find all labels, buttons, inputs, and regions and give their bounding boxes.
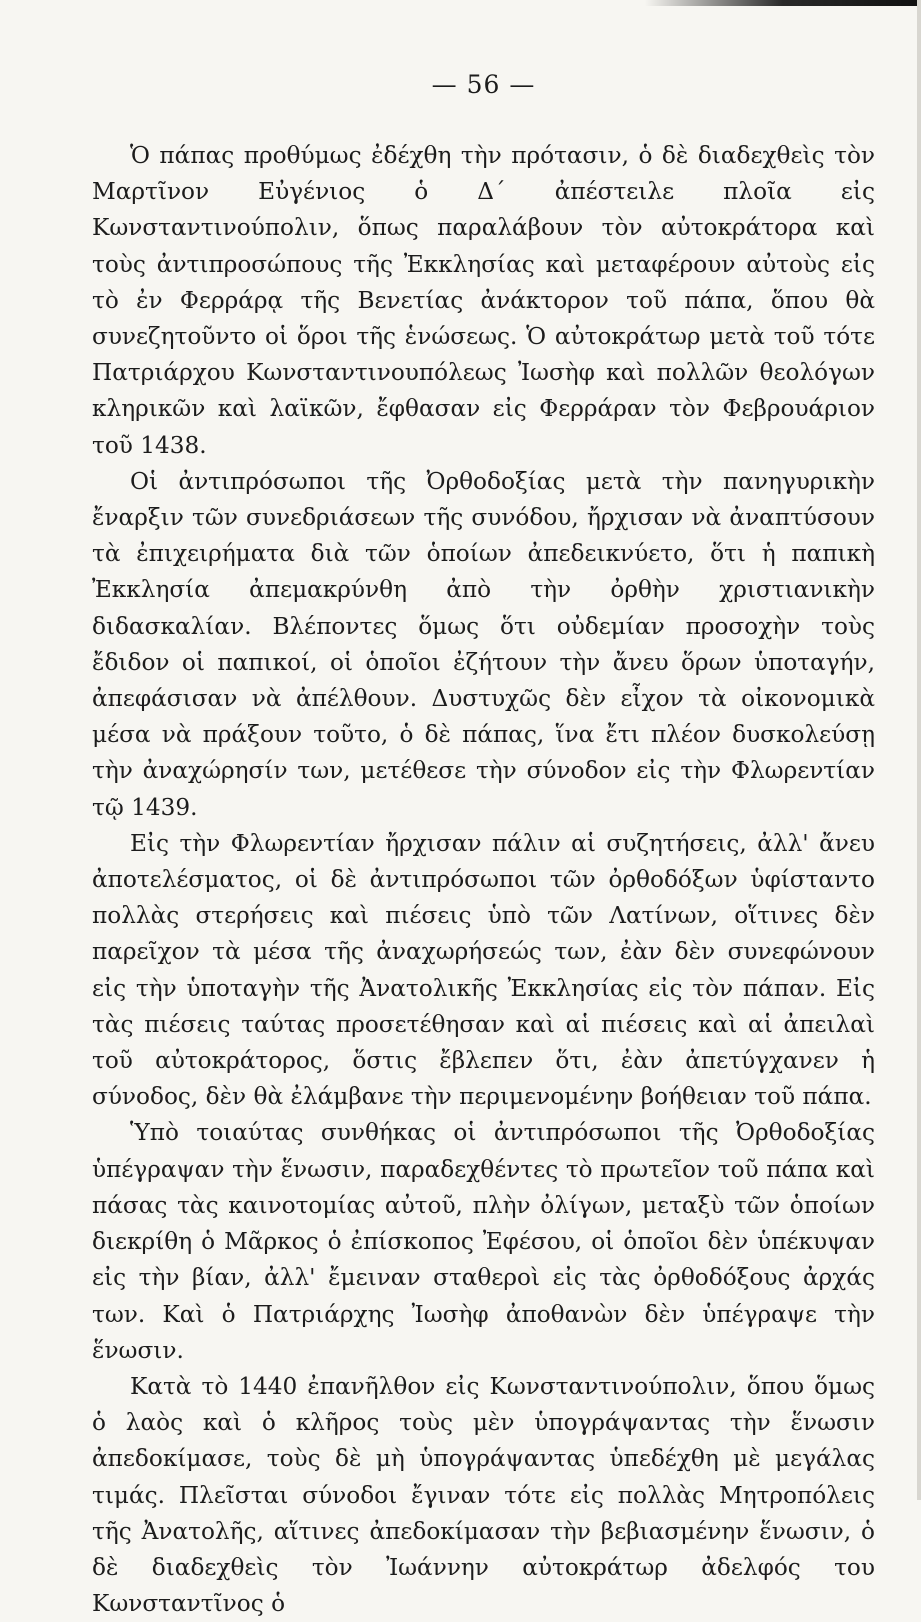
paragraph-4: Ὑπὸ τοιαύτας συνθήκας οἱ ἀντιπρόσωποι τῆς Ὀρθοδοξίας ὑπέγραψαν τὴν ἕνωσιν, παραδεχθέντες τὸ πρωτεῖον τοῦ πάπα καὶ πάσας τὰς καινοτομίας αὐτοῦ, πλὴν ὀλίγων, μεταξὺ τῶν ὁποίων διεκρίθη ὁ Μᾶρκος ὁ ἐπίσκοπος Ἐφέσου, οἱ ὁποῖοι δὲν ὑπέκυψαν εἰς τὴν βίαν, ἀλλ' ἔμειναν σταθεροὶ εἰς τὰς ὀρθοδόξους ἀρχάς των. Καὶ ὁ Πατριάρχης Ἰωσὴφ ἀποθανὼν δὲν ὑπέγραψε τὴν ἕνωσιν. [92, 1119, 875, 1364]
book-page [92, 68, 875, 1622]
scan-edge-right [917, 0, 921, 1500]
paragraph-1: Ὁ πάπας προθύμως ἐδέχθη τὴν πρότασιν, ὁ δὲ διαδεχθεὶς τὸν Μαρτῖνον Εὐγένιος ὁ Δ΄ ἀπέστειλε πλοῖα εἰς Κωνσταντινούπολιν, ὅπως παραλάβουν τὸν αὐτοκράτορα καὶ τοὺς ἀντιπροσώπους τῆς Ἐκκλησίας καὶ μεταφέρουν αὐτοὺς εἰς τὸ ἐν Φερράρᾳ τῆς Βενετίας ἀνάκτορον τοῦ πάπα, ὅπου θὰ συνεζητοῦντο οἱ ὅροι τῆς ἑνώσεως. Ὁ αὐτοκράτωρ μετὰ τοῦ τότε Πατριάρχου Κωνσταντινουπόλεως Ἰωσὴφ καὶ πολλῶν θεολόγων κληρικῶν καὶ λαϊκῶν, ἔφθασαν εἰς Φερράραν τὸν Φεβρουάριον τοῦ 1438. [92, 142, 875, 459]
paragraph-2: Οἱ ἀντιπρόσωποι τῆς Ὀρθοδοξίας μετὰ τὴν πανηγυρικὴν ἔναρξιν τῶν συνεδριάσεων τῆς συνόδου, ἤρχισαν νὰ ἀναπτύσουν τὰ ἐπιχειρήματα διὰ τῶν ὁποίων ἀπεδεικνύετο, ὅτι ἡ παπικὴ Ἐκκλησία ἀπεμακρύνθη ἀπὸ τὴν ὀρθὴν χριστιανικὴν διδασκαλίαν. Βλέποντες ὅμως ὅτι οὐδεμίαν προσοχὴν τοὺς ἔδιδον οἱ παπικοί, οἱ ὁποῖοι ἐζήτουν τὴν ἄνευ ὅρων ὑποταγήν, ἀπεφάσισαν νὰ ἀπέλθουν. Δυστυχῶς δὲν εἶχον τὰ οἰκονομικὰ μέσα νὰ πράξουν τοῦτο, ὁ δὲ πάπας, ἵνα ἔτι πλέον δυσκολεύσῃ τὴν ἀναχώρησίν των, μετέθεσε τὴν σύνοδον εἰς τὴν Φλωρεντίαν τῷ 1439. [92, 467, 875, 821]
scan-edge-top [0, 0, 921, 6]
paragraph-3: Εἰς τὴν Φλωρεντίαν ἤρχισαν πάλιν αἱ συζητήσεις, ἀλλ' ἄνευ ἀποτελέσματος, οἱ δὲ ἀντιπρόσωποι τῶν ὀρθοδόξων ὑφίσταντο πολλὰς στερήσεις καὶ πιέσεις ὑπὸ τῶν Λατίνων, οἵτινες δὲν παρεῖχον τὰ μέσα τῆς ἀναχωρήσεώς των, ἐὰν δὲν συνεφώνουν εἰς τὴν ὑποταγὴν τῆς Ἀνατολικῆς Ἐκκλησίας εἰς τὸν πάπαν. Εἰς τὰς πιέσεις ταύτας προσετέθησαν καὶ αἱ πιέσεις καὶ αἱ ἀπειλαὶ τοῦ αὐτοκράτορος, ὅστις ἔβλεπεν ὅτι, ἐὰν ἀπετύγχανεν ἡ σύνοδος, δὲν θὰ ἐλάμβανε τὴν περιμενομένην βοήθειαν τοῦ πάπα. [92, 829, 875, 1111]
page-number: — 56 — [431, 70, 536, 99]
paragraph-5: Κατὰ τὸ 1440 ἐπανῆλθον εἰς Κωνσταντινούπολιν, ὅπου ὅμως ὁ λαὸς καὶ ὁ κλῆρος τοὺς μὲν ὑπογράψαντας τὴν ἕνωσιν ἀπεδοκίμασε, τοὺς δὲ μὴ ὑπογράψαντας ὑπεδέχθη μὲ μεγάλας τιμάς. Πλεῖσται σύνοδοι ἔγιναν τότε εἰς πολλὰς Μητροπόλεις τῆς Ἀνατολῆς, αἵτινες ἀπεδοκίμασαν τὴν βεβιασμένην ἕνωσιν, ὁ δὲ διαδεχθεὶς τὸν Ἰωάννην αὐτοκράτωρ ἀδελφός του Κωνσταντῖνος ὁ [92, 1372, 875, 1618]
